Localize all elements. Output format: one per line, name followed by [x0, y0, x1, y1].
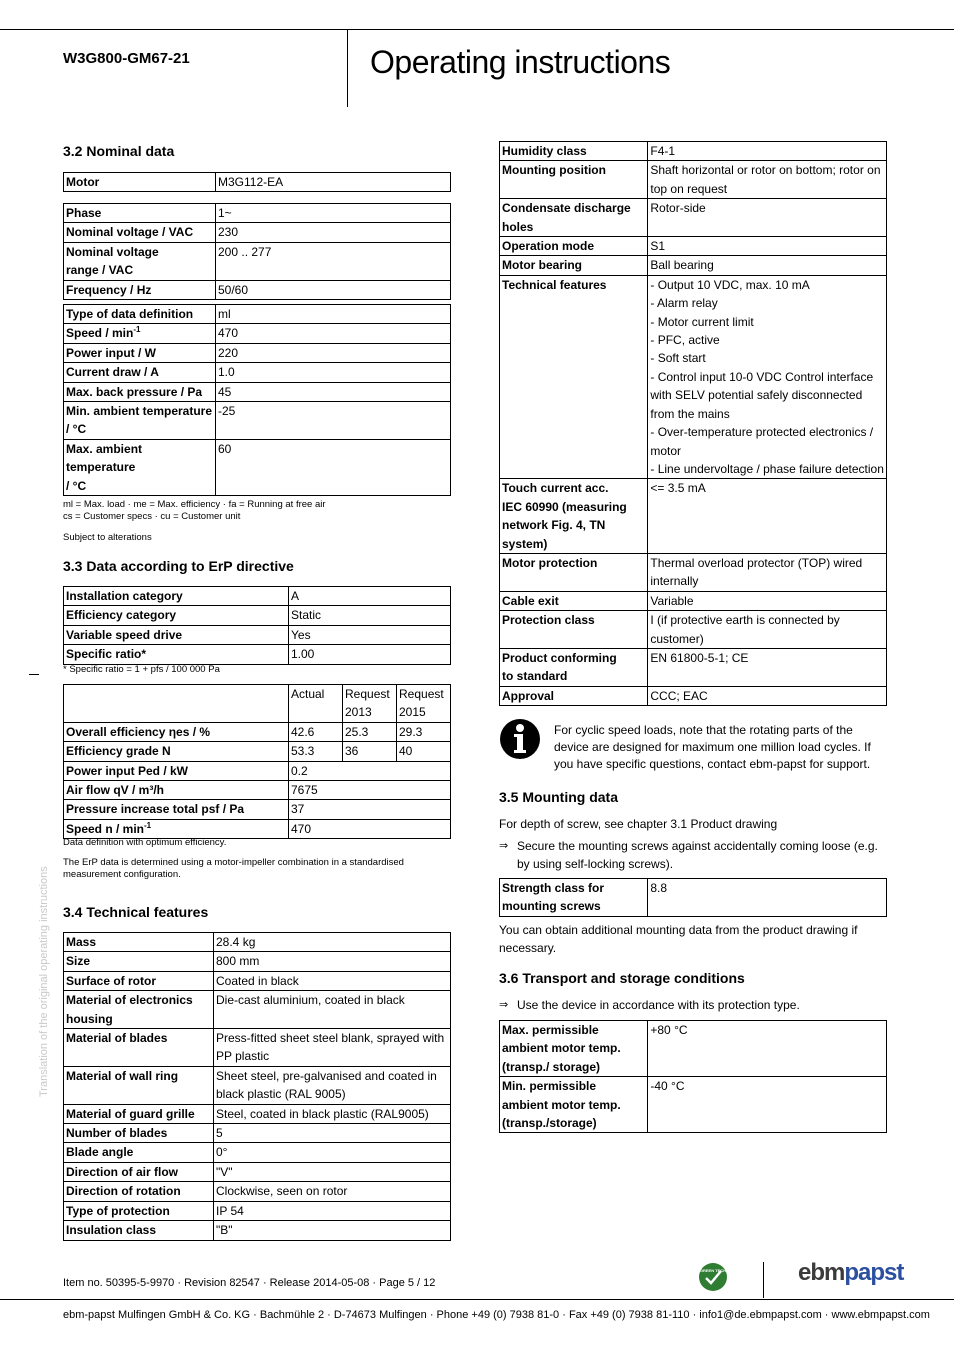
table-row	[500, 879, 887, 917]
section-heading-transport-storage: 3.6 Transport and storage conditions	[499, 970, 745, 986]
column-header: Request 2013	[343, 685, 397, 723]
section-heading-mounting-data: 3.5 Mounting data	[499, 789, 618, 805]
info-icon	[499, 718, 541, 760]
row-label: Variable speed drive	[64, 625, 289, 644]
table-electrical	[63, 203, 451, 300]
transport-bullet: ⇒ Use the device in accordance with its protection type.	[499, 998, 800, 1012]
row-label: Surface of rotor	[64, 971, 214, 990]
document-title: Operating instructions	[370, 44, 671, 80]
row-label: Speed / $\min^{-1}$	[64, 324, 216, 343]
abbreviation-note: ml = Max. load · me = Max. efficiency · fa = Running at free air cs = Customer specs · cu = Customer unit	[63, 499, 326, 522]
row-value: <= 3.5 mA	[648, 479, 887, 554]
row-value: CCC; EAC	[648, 686, 887, 705]
row-value: 1.00	[289, 645, 451, 664]
row-value: - Output 10 VDC, max. 10 mA - Alarm relay - Motor current limit - PFC, active - Soft start - Control input 10-0 VDC Control interface with SELV potential safely disconnected from the mains - Over-temperature protected electronics / motor - Line undervoltage / phase failure detection	[648, 275, 887, 478]
table-row	[64, 761, 451, 780]
row-value: 0°	[214, 1143, 451, 1162]
table-row	[64, 819, 451, 838]
table-row	[64, 402, 451, 440]
model-number: W3G800-GM67-21	[63, 50, 190, 67]
row-value: 45	[216, 382, 451, 401]
row-value: "B"	[214, 1221, 451, 1240]
row-label: Speed n / $\min^{-1}$	[64, 819, 289, 838]
table-row	[500, 591, 887, 610]
row-value: +80 °C	[648, 1021, 887, 1077]
section-heading-erp: 3.3 Data according to ErP directive	[63, 558, 294, 574]
table-row	[64, 223, 451, 242]
erp-note-measurement: The ErP data is determined using a motor-impeller combination in a standardised measurement configuration.	[63, 857, 404, 880]
table-row	[64, 173, 451, 192]
row-value: 1~	[216, 204, 451, 223]
row-label: Strength class for mounting screws	[500, 879, 648, 917]
table-row	[64, 722, 451, 741]
row-value: "V"	[214, 1162, 451, 1181]
row-label: Nominal voltage range / VAC	[64, 242, 216, 280]
mounting-additional-text: You can obtain additional mounting data from the product drawing if necessary.	[499, 923, 858, 955]
row-label: Humidity class	[500, 142, 648, 161]
row-label: Motor protection	[500, 553, 648, 591]
table-row	[64, 587, 451, 606]
row-label: Motor bearing	[500, 256, 648, 275]
row-label: Min. ambient temperature / °C	[64, 402, 216, 440]
row-label: Min. permissible ambient motor temp. (transp./storage)	[500, 1077, 648, 1133]
table-row	[64, 1066, 451, 1104]
row-label: Material of blades	[64, 1029, 214, 1067]
table-technical-features	[63, 932, 451, 1241]
table-row	[64, 606, 451, 625]
logo-divider	[763, 1262, 764, 1298]
table-erp-efficiency	[63, 684, 451, 839]
row-value: Press-fitted sheet steel blank, sprayed with PP plastic	[214, 1029, 451, 1067]
row-label: Type of protection	[64, 1201, 214, 1220]
section-heading-nominal-data: 3.2 Nominal data	[63, 143, 175, 159]
alterations-note: Subject to alterations	[63, 532, 152, 543]
row-value: 200 .. 277	[216, 242, 451, 280]
row-label: Product conforming to standard	[500, 648, 648, 686]
row-label: Mass	[64, 933, 214, 952]
table-row	[64, 1029, 451, 1067]
table-row	[64, 1104, 451, 1123]
empty-header	[64, 685, 289, 723]
row-label: Cable exit	[500, 591, 648, 610]
table-performance	[63, 304, 451, 496]
table-row	[500, 237, 887, 256]
row-label: Material of guard grille	[64, 1104, 214, 1123]
table-row	[64, 305, 451, 324]
row-label: Motor	[64, 173, 216, 192]
row-value: 1.0	[216, 363, 451, 382]
table-row	[500, 256, 887, 275]
row-label: Max. back pressure / Pa	[64, 382, 216, 401]
table-row	[64, 645, 451, 664]
row-value: Sheet steel, pre-galvanised and coated in black plastic (RAL 9005)	[214, 1066, 451, 1104]
row-value: 8.8	[648, 879, 887, 917]
row-value: 60	[216, 439, 451, 495]
table-strength-class	[499, 878, 887, 917]
row-value: 53.3	[289, 742, 343, 761]
row-label: Number of blades	[64, 1124, 214, 1143]
row-label: Current draw / A	[64, 363, 216, 382]
row-value: F4-1	[648, 142, 887, 161]
table-operating-data	[499, 141, 887, 706]
table-row	[64, 204, 451, 223]
row-label: Protection class	[500, 611, 648, 649]
row-label: Pressure increase total psf / Pa	[64, 800, 289, 819]
row-value: A	[289, 587, 451, 606]
row-value: 37	[289, 800, 451, 819]
erp-note-definition: Data definition with optimum efficiency.	[63, 837, 227, 848]
row-value: 800 mm	[214, 952, 451, 971]
row-value: I (if protective earth is connected by customer)	[648, 611, 887, 649]
row-value: 7675	[289, 781, 451, 800]
table-row	[500, 686, 887, 705]
header-divider	[347, 29, 348, 107]
row-value: Variable	[648, 591, 887, 610]
table-row	[500, 479, 887, 554]
table-row	[64, 991, 451, 1029]
row-label: Material of electronics housing	[64, 991, 214, 1029]
margin-tick	[29, 674, 39, 675]
table-row	[64, 1124, 451, 1143]
row-value: 28.4 kg	[214, 933, 451, 952]
row-value: Ball bearing	[648, 256, 887, 275]
row-label: Insulation class	[64, 1221, 214, 1240]
row-label: Type of data definition	[64, 305, 216, 324]
table-transport-temperatures	[499, 1020, 887, 1133]
row-value: Shaft horizontal or rotor on bottom; rotor on top on request	[648, 161, 887, 199]
row-value: -25	[216, 402, 451, 440]
table-erp-categories	[63, 586, 451, 665]
item-revision-info: Item no. 50395-5-9970 · Revision 82547 · Release 2014-05-08 · Page 5 / 12	[63, 1277, 436, 1289]
table-row	[64, 1221, 451, 1240]
table-row	[64, 625, 451, 644]
table-row	[64, 242, 451, 280]
row-value: 40	[397, 742, 451, 761]
table-row	[64, 742, 451, 761]
top-rule	[0, 29, 954, 30]
row-label: Direction of rotation	[64, 1182, 214, 1201]
row-value: Static	[289, 606, 451, 625]
table-motor	[63, 172, 451, 192]
table-row	[500, 648, 887, 686]
table-row	[500, 553, 887, 591]
table-row	[64, 1143, 451, 1162]
row-label: Air flow qV / m³/h	[64, 781, 289, 800]
row-label: Specific ratio*	[64, 645, 289, 664]
cyclic-load-info: For cyclic speed loads, note that the rotating parts of the device are designed for maximum one million load cycles. If you have specific questions, contact ebm-papst for support.	[554, 723, 871, 771]
table-row	[64, 363, 451, 382]
table-row	[64, 933, 451, 952]
row-label: Operation mode	[500, 237, 648, 256]
row-value: ml	[216, 305, 451, 324]
row-value: Rotor-side	[648, 199, 887, 237]
row-value: S1	[648, 237, 887, 256]
row-label: Phase	[64, 204, 216, 223]
table-row	[64, 280, 451, 299]
row-value: 42.6	[289, 722, 343, 741]
table-row	[64, 781, 451, 800]
table-row	[64, 1182, 451, 1201]
row-label: Material of wall ring	[64, 1066, 214, 1104]
row-label: Size	[64, 952, 214, 971]
table-row	[64, 1201, 451, 1220]
row-label: Power input Ped / kW	[64, 761, 289, 780]
table-row	[64, 439, 451, 495]
column-header: Actual	[289, 685, 343, 723]
row-label: Max. ambient temperature / °C	[64, 439, 216, 495]
row-value: 470	[289, 819, 451, 838]
row-label: Approval	[500, 686, 648, 705]
row-value: Clockwise, seen on rotor	[214, 1182, 451, 1201]
table-row	[500, 1021, 887, 1077]
table-row	[500, 199, 887, 237]
row-label: Technical features	[500, 275, 648, 478]
row-value: 29.3	[397, 722, 451, 741]
row-label: Blade angle	[64, 1143, 214, 1162]
table-row	[64, 800, 451, 819]
table-row	[500, 161, 887, 199]
row-label: Overall efficiency ηes / %	[64, 722, 289, 741]
mounting-bullet: ⇒ Secure the mounting screws against accidentally coming loose (e.g. by using self-locking screws).	[499, 839, 878, 871]
column-header: Request 2015	[397, 685, 451, 723]
row-value: Coated in black	[214, 971, 451, 990]
table-row	[64, 952, 451, 971]
row-label: Frequency / Hz	[64, 280, 216, 299]
row-value: 220	[216, 343, 451, 362]
arrow-icon: ⇒	[499, 999, 509, 1011]
row-label: Condensate discharge holes	[500, 199, 648, 237]
row-value: -40 °C	[648, 1077, 887, 1133]
table-row	[64, 382, 451, 401]
row-value: 36	[343, 742, 397, 761]
table-row	[500, 275, 887, 478]
row-value: 25.3	[343, 722, 397, 741]
specific-ratio-footnote: * Specific ratio = 1 + pfs / 100 000 Pa	[63, 664, 220, 675]
row-value: EN 61800-5-1; CE	[648, 648, 887, 686]
row-label: Nominal voltage / VAC	[64, 223, 216, 242]
side-note: Translation of the original operating instructions	[38, 866, 50, 1097]
row-value: Die-cast aluminium, coated in black	[214, 991, 451, 1029]
table-row	[64, 971, 451, 990]
row-label: Power input / W	[64, 343, 216, 362]
table-row	[64, 343, 451, 362]
table-row	[64, 1162, 451, 1181]
row-value: Steel, coated in black plastic (RAL9005)	[214, 1104, 451, 1123]
table-row	[500, 611, 887, 649]
table-header-row	[64, 685, 451, 723]
table-row	[500, 142, 887, 161]
row-value: 50/60	[216, 280, 451, 299]
row-value: 0.2	[289, 761, 451, 780]
row-label: Direction of air flow	[64, 1162, 214, 1181]
row-label: Touch current acc. IEC 60990 (measuring network Fig. 4, TN system)	[500, 479, 648, 554]
row-value: M3G112-EA	[216, 173, 451, 192]
table-row	[500, 1077, 887, 1133]
row-value: 230	[216, 223, 451, 242]
arrow-icon: ⇒	[499, 840, 509, 852]
row-label: Installation category	[64, 587, 289, 606]
section-heading-technical-features: 3.4 Technical features	[63, 904, 209, 920]
footer-rule	[0, 1299, 954, 1300]
row-value: Thermal overload protector (TOP) wired internally	[648, 553, 887, 591]
row-label: Efficiency category	[64, 606, 289, 625]
row-value: IP 54	[214, 1201, 451, 1220]
table-row	[64, 324, 451, 343]
mounting-screw-depth-text: For depth of screw, see chapter 3.1 Product drawing	[499, 817, 778, 831]
row-label: Mounting position	[500, 161, 648, 199]
row-label: Efficiency grade N	[64, 742, 289, 761]
row-value: 5	[214, 1124, 451, 1143]
ebmpapst-logo: ebmpapst	[798, 1259, 904, 1286]
company-address: ebm-papst Mulfingen GmbH & Co. KG · Bachmühle 2 · D-74673 Mulfingen · Phone +49 (0) 7938 81-0 · Fax +49 (0) 7938 81-110 · info1@de.ebmpapst.com · www.ebmpapst.com	[63, 1309, 930, 1321]
green-tech-badge: GREEN TECH	[698, 1262, 728, 1292]
row-label: Max. permissible ambient motor temp. (transp./ storage)	[500, 1021, 648, 1077]
row-value: 470	[216, 324, 451, 343]
row-value: Yes	[289, 625, 451, 644]
